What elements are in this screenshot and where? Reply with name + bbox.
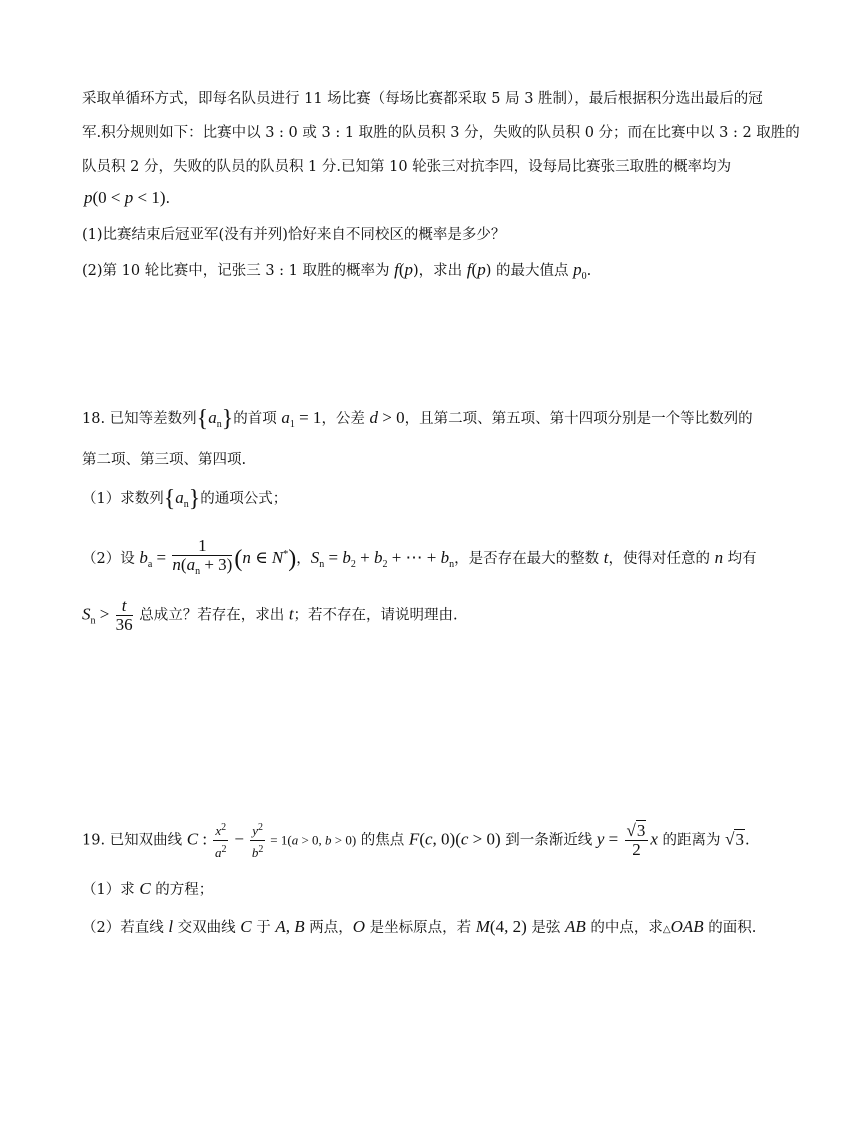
p18-question-2-line-1: （2）设 $b_a$ = $\frac{1}{n(a_n + 3)}$ (n ∈ N*)，$S_n = b_2 + b_2$ + ⋯ + $b_n$，是否存在最大的整数 t，使得对任意的 n 均有 xyxy=(82,537,757,581)
p17-line-2: 军.积分规则如下：比赛中以 3 : 0 或 3 : 1 取胜的队员积 3 分，失败的队员积 0 分；而在比赛中以 3 : 2 取胜的 xyxy=(82,125,800,141)
p18-statement-line-1: 18. 已知等差数列$\{a_n\}$的首项 $a_1 = 1$，公差 d > 0，且第二项、第五项、第十四项分别是一个等比数列的 xyxy=(82,406,753,432)
p19-question-2: （2）若直线 l 交双曲线 C 于 A, B 两点，O 是坐标原点，若 M(4, 2) 是弦 AB 的中点，求△OAB 的面积. xyxy=(82,917,757,936)
p18-question-1: （1）求数列$\{a_n\}$的通项公式； xyxy=(82,486,288,512)
p18-question-2-line-2: $S_n$ > $\frac{t}{36}$ 总成立？若存在，求出 t；若不存在，请说明理由. xyxy=(82,596,458,634)
p19-statement: 19. 已知双曲线 C : $\frac{x^2}{a^2}$ − $\frac{y^2}{b^2}$ = 1(a > 0, b > 0) 的焦点 F(c, 0)(c > 0) 到一条渐近线 y = $\frac{√3}{2}$ x 的距离为 √3. xyxy=(82,821,750,860)
p18-t-fraction: $\frac{t}{36}$ xyxy=(115,596,133,634)
p17-line-4: p(0 < p < 1). xyxy=(84,188,171,207)
p17-line-3: 队员积 2 分，失败的队员的队员积 1 分.已知第 10 轮张三对抗李四，设每局比赛张三取胜的概率均为 xyxy=(82,159,732,175)
p17-line-1: 采取单循环方式，即每名队员进行 11 场比赛（每场比赛都采取 5 局 3 胜制），最后根据积分选出最后的冠 xyxy=(82,91,763,107)
p18-fraction: $\frac{1}{n(a_n + 3)}$ xyxy=(172,536,233,577)
p18-statement-line-2: 第二项、第三项、第四项. xyxy=(82,452,247,468)
p17-question-2: (2)第 10 轮比赛中，记张三 3 : 1 取胜的概率为 f(p)，求出 f(p) 的最大值点 $p_0$. xyxy=(82,260,592,282)
p19-question-1: （1）求 C 的方程； xyxy=(82,879,214,898)
p17-question-1: (1)比赛结束后冠亚军(没有并列)恰好来自不同校区的概率是多少？ xyxy=(82,227,506,243)
